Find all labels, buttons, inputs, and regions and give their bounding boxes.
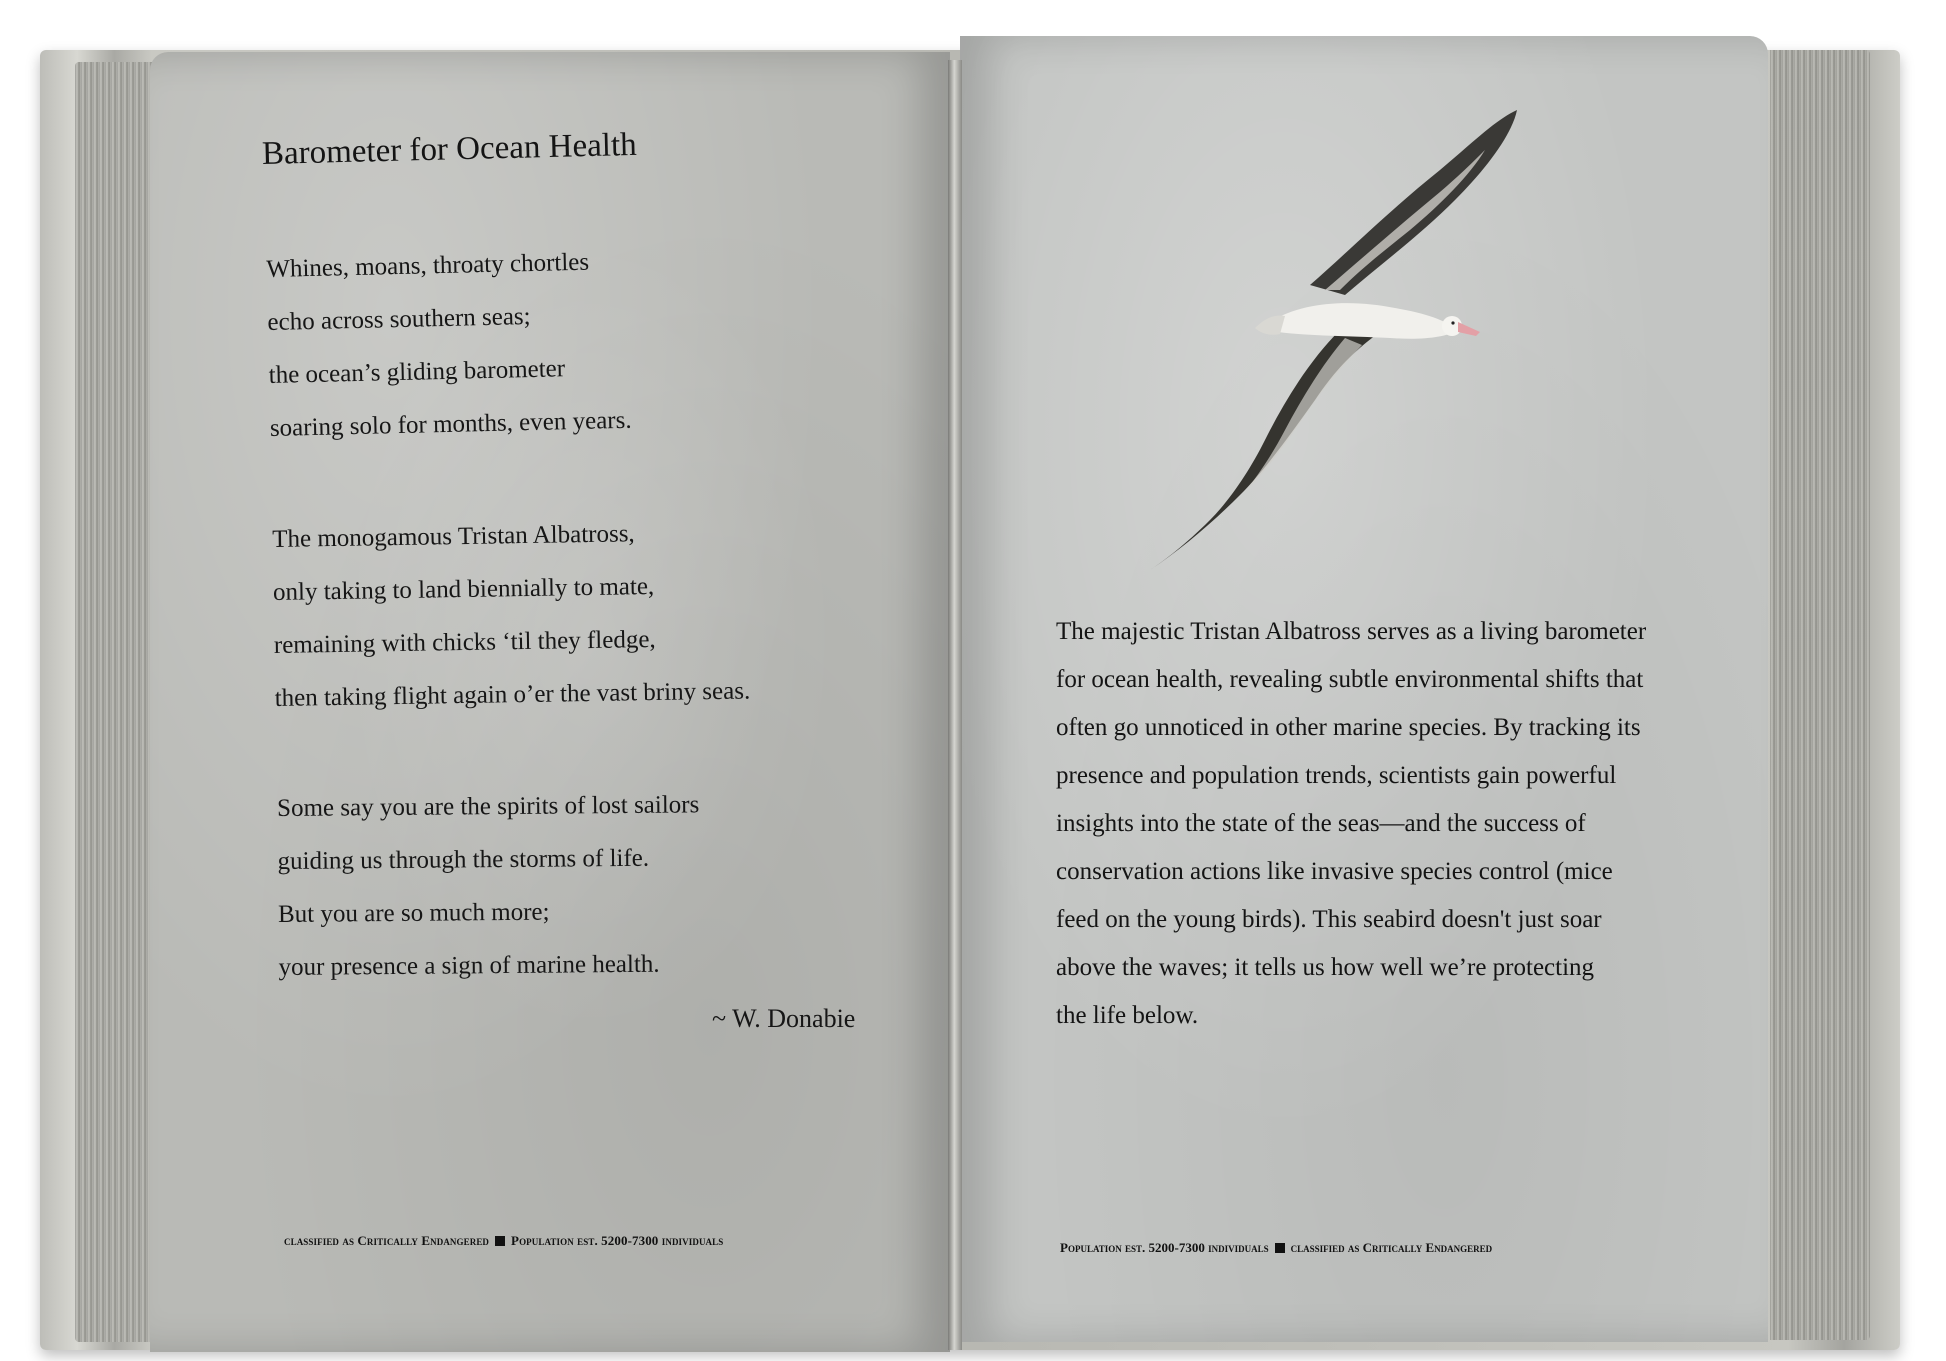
poem-line: remaining with chicks ‘til they fledge, xyxy=(273,625,656,659)
prose-line: feed on the young birds). This seabird doesn't just soar xyxy=(1056,906,1602,933)
poem-title: Barometer for Ocean Health xyxy=(261,126,638,172)
square-bullet-icon xyxy=(495,1236,505,1246)
albatross-upper-wing xyxy=(1310,110,1517,295)
prose-line: above the waves; it tells us how well we’re protecting xyxy=(1056,954,1595,981)
poem-line: guiding us through the storms of life. xyxy=(277,844,650,875)
poem-line: The monogamous Tristan Albatross, xyxy=(272,520,635,553)
albatross-body xyxy=(1270,303,1458,339)
prose-line: for ocean health, revealing subtle environmental shifts that xyxy=(1056,666,1644,693)
prose-line: The majestic Tristan Albatross serves as a living barometer xyxy=(1056,618,1647,645)
footer-population: Population est. 5200-7300 individuals xyxy=(511,1233,724,1248)
poem-stanza-3 xyxy=(277,791,701,1007)
poem-line: only taking to land biennially to mate, xyxy=(272,573,655,606)
poem-attribution: ~ W. Donabie xyxy=(712,1004,856,1033)
right-page-edges xyxy=(1770,50,1870,1340)
footer-status: classified as Critically Endangered xyxy=(1290,1240,1493,1255)
poem-line: echo across southern seas; xyxy=(267,303,531,336)
albatross-bill xyxy=(1458,322,1480,336)
poem-stanza-2 xyxy=(272,519,751,738)
right-page-footer xyxy=(1060,1240,1492,1256)
albatross-description xyxy=(1056,618,1646,1050)
poem-line: Whines, moans, throaty chortles xyxy=(266,248,590,283)
footer-population: Population est. 5200-7300 individuals xyxy=(1060,1240,1269,1255)
square-bullet-icon xyxy=(1275,1243,1285,1253)
prose-line: insights into the state of the seas—and the success of xyxy=(1056,810,1586,837)
poem-line: your presence a sign of marine health. xyxy=(278,950,660,981)
albatross-lower-wing xyxy=(1150,330,1380,570)
prose-line: often go unnoticed in other marine species. By tracking its xyxy=(1056,714,1641,741)
poem-line: Some say you are the spirits of lost sailors xyxy=(277,791,700,822)
prose-line: conservation actions like invasive species control (mice xyxy=(1056,858,1613,885)
poem-stanza-1 xyxy=(266,248,632,468)
footer-status: classified as Critically Endangered xyxy=(284,1233,490,1248)
poem-line: But you are so much more; xyxy=(277,898,550,928)
book-spine-gutter xyxy=(948,60,962,1350)
left-page-footer xyxy=(284,1233,723,1249)
prose-line: the life below. xyxy=(1056,1002,1199,1029)
poem-line: soaring solo for months, even years. xyxy=(269,406,632,442)
prose-line: presence and population trends, scientists gain powerful xyxy=(1056,762,1617,789)
albatross-illustration xyxy=(1140,100,1540,600)
poem-line: the ocean’s gliding barometer xyxy=(268,355,566,389)
poem-line: then taking flight again o’er the vast briny seas. xyxy=(274,677,751,712)
